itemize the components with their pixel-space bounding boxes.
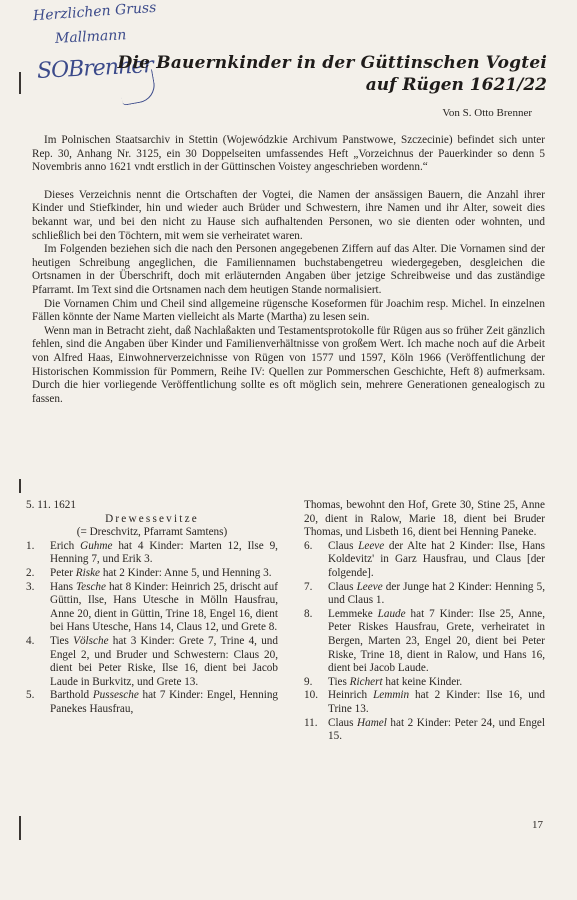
list-item-number: 1. [26,539,35,552]
list-item-number: 4. [26,634,35,647]
first-name: Hans [50,580,76,593]
article-title [118,52,547,96]
list-item-number: 6. [304,539,313,552]
article-body [32,134,545,406]
first-name: Claus [328,580,357,593]
list-item [304,717,545,744]
entry-text: hat 7 Kinder: Engel, Henning Panekes Hausfrau, [50,689,279,715]
entry-text: hat 2 Kinder: Anne 5, und Henning 3. [100,566,272,579]
entry-text: der Alte hat 2 Kinder: Ilse, Hans Koldevitz' in Garz Hausfrau, und Claus [der folgende]. [328,539,545,579]
entry-text: hat 7 Kinder: Ilse 25, Anne, Peter Riskes Hausfrau, Grete, verheiratet in Bergen, Marten 23, Engel 20, dient bei Peter Riske, Trine 18, dient in Ralow, und Hans 16, dient bei Jacob Laude. [328,607,546,675]
first-name: Ties [328,675,350,688]
title-line-2: auf Rügen 1621/22 [365,75,547,95]
list-place-note: (= Dreschvitz, Pfarramt Samtens) [76,526,228,539]
entry-text: der Junge hat 2 Kinder: Henning 5, und Claus 1. [328,580,545,607]
handwritten-signature: SOBrenner [36,52,154,85]
family-name: Pussesche [92,689,139,702]
list-item [26,689,278,716]
list-item-number: 5. [26,689,35,702]
first-name: Lemmeke [328,607,378,620]
list-item-number: 8. [304,607,313,620]
family-name: Hamel [357,716,387,729]
list-item-number: 3. [26,580,35,593]
handwritten-dedication-line-1: Herzlichen Gruss [32,0,157,25]
entry-text: hat 4 Kinder: Marten 12, Ilse 9, Henning 7, und Erik 3. [50,539,278,566]
page-number: 17 [532,819,543,831]
list-item-number: 7. [304,580,313,593]
entry-text: hat 2 Kinder: Ilse 16, und Trine 13. [328,689,545,715]
entry-text: hat 3 Kinder: Grete 7, Trine 4, und Engel 2, und Bruder und Schwestern: Claus 20, dient bei Peter Riske, Ilse 16, dient bei Jacob Laude in Burkvitz, und Grete 13. [50,634,278,688]
title-line-1: Die Bauernkinder in der Güttinschen Vogtei [117,53,547,73]
first-name: Erich [50,539,81,552]
first-name: Claus [328,716,358,729]
entry-text: hat 8 Kinder: Heinrich 25, drischt auf Güttin, Ilse, Hans Utesche in Mölln Hausfrau, Anne 20, dient in Güttin, Trine 18, Engel 16, dient bei Hans Utesche, Hans 14, Claus 12, und Grete 8. [50,580,278,634]
entry-text: hat keine Kinder. [382,675,463,688]
first-name: Peter [50,566,76,579]
paragraph: Im Folgenden beziehen sich die nach den Personen angegebenen Ziffern auf das Alter. Die Vornamen sind der heutigen Schreibung angeglichen, die Familiennamen buchstabengetreu wiedergegeben, desgleichen die Ortsnamen in der Überschrift, doch mit erläuternden Angaben über jetzige Schreibweise und das zuständige Pfarramt. Im Text sind die Ortsnamen nach dem heutigen Stande normalisiert. [32,243,545,296]
margin-mark [19,816,21,840]
list-item [304,608,545,676]
first-name: Barthold [50,689,93,702]
list-item-number: 9. [304,675,313,688]
entry-text: hat 2 Kinder: Peter 24, und Engel 15. [328,716,545,743]
first-name: Claus [328,539,359,552]
family-name: Völsche [73,634,109,647]
list-column-left [26,499,278,717]
list-item [304,676,545,690]
paragraph: Dieses Verzeichnis nennt die Ortschaften der Vogtei, die Namen der ansässigen Bauern, die Anzahl ihrer Kinder und Stiefkinder, hin und wieder auch Brüder und Schwestern, ihre Namen und ihr Alter, soweit dies bekannt war, und bei den nicht zu Hause sich aufhaltenden Personen, wo sie dienten oder wohnten, und schließlich bei den Töchtern, mit wem sie verheiratet waren. [32,188,545,242]
family-name: Tesche [75,580,106,593]
list-item-continuation: Thomas, bewohnt den Hof, Grete 30, Stine 25, Anne 20, dient in Ralow, Marie 18, dient bei Bruder Thomas, und Lisbeth 16, dient bei Henning Paneke. [304,499,545,539]
paragraph: Wenn man in Betracht zieht, daß Nachlaßakten und Testamentsprotokolle für Rügen aus so früher Zeit gänzlich fehlen, sind die Angaben über Kinder und Familienverhältnisse von großem Wert. Ich mache noch auf die Arbeit von Alfred Haas, Einwohnerverzeichnisse von Rügen von 1577 und 1597, Köln 1966 (Veröffentlichung der Historischen Kommission für Pommern, Reihe IV: Quellen zur Pommerschen Geschichte, Heft 8) aufmerksam. Durch die hier vorliegende Veröffentlichung sollte es oft möglich sein, mehrere Generationen genealogisch zu fassen. [32,324,545,405]
list-item [304,540,545,581]
list-item [304,689,545,716]
list-item-number: 2. [26,566,35,579]
list-place: Drewessevitze [105,512,199,525]
family-name: Leeve [356,580,383,593]
margin-mark [19,72,21,94]
handwritten-dedication-line-2: Mallmann [54,27,127,47]
family-name: Guhme [80,539,113,552]
family-name: Richert [349,675,383,688]
list-column-right [304,499,545,744]
family-name: Lemmin [373,689,410,702]
family-name: Laude [377,607,406,620]
list-item [26,540,278,567]
family-name: Riske [75,566,101,579]
first-name: Heinrich [328,689,374,702]
list-item [26,567,278,581]
family-name: Leeve [358,539,385,552]
list-item-number: 11. [304,716,318,729]
author-byline: Von S. Otto Brenner [442,107,532,119]
list-item [304,581,545,608]
margin-mark [19,479,21,493]
list-item-number: 10. [304,689,318,702]
first-name: Ties [50,634,74,647]
list-item [26,635,278,689]
paragraph: Die Vornamen Chim und Cheil sind allgemeine rügensche Koseformen für Joachim resp. Michel. In einzelnen Fällen könnte der Name Marten vielleicht als Marte (Martha) zu lesen sein. [32,297,545,324]
list-item [26,581,278,635]
list-date: 5. 11. 1621 [26,499,76,511]
paragraph: Im Polnischen Staatsarchiv in Stettin (Wojewódzkie Archivum Panstwowe, Szczecinie) befindet sich unter Rep. 30, Anhang Nr. 3125, ein 30 Doppelseiten umfassendes Heft „Vorzeichnus der Pauerkinder so denn 5 Novembris anno 1621 vndt erstlich in der Güttinschen Voistey angeschrieben wordenn.“ [32,134,545,174]
